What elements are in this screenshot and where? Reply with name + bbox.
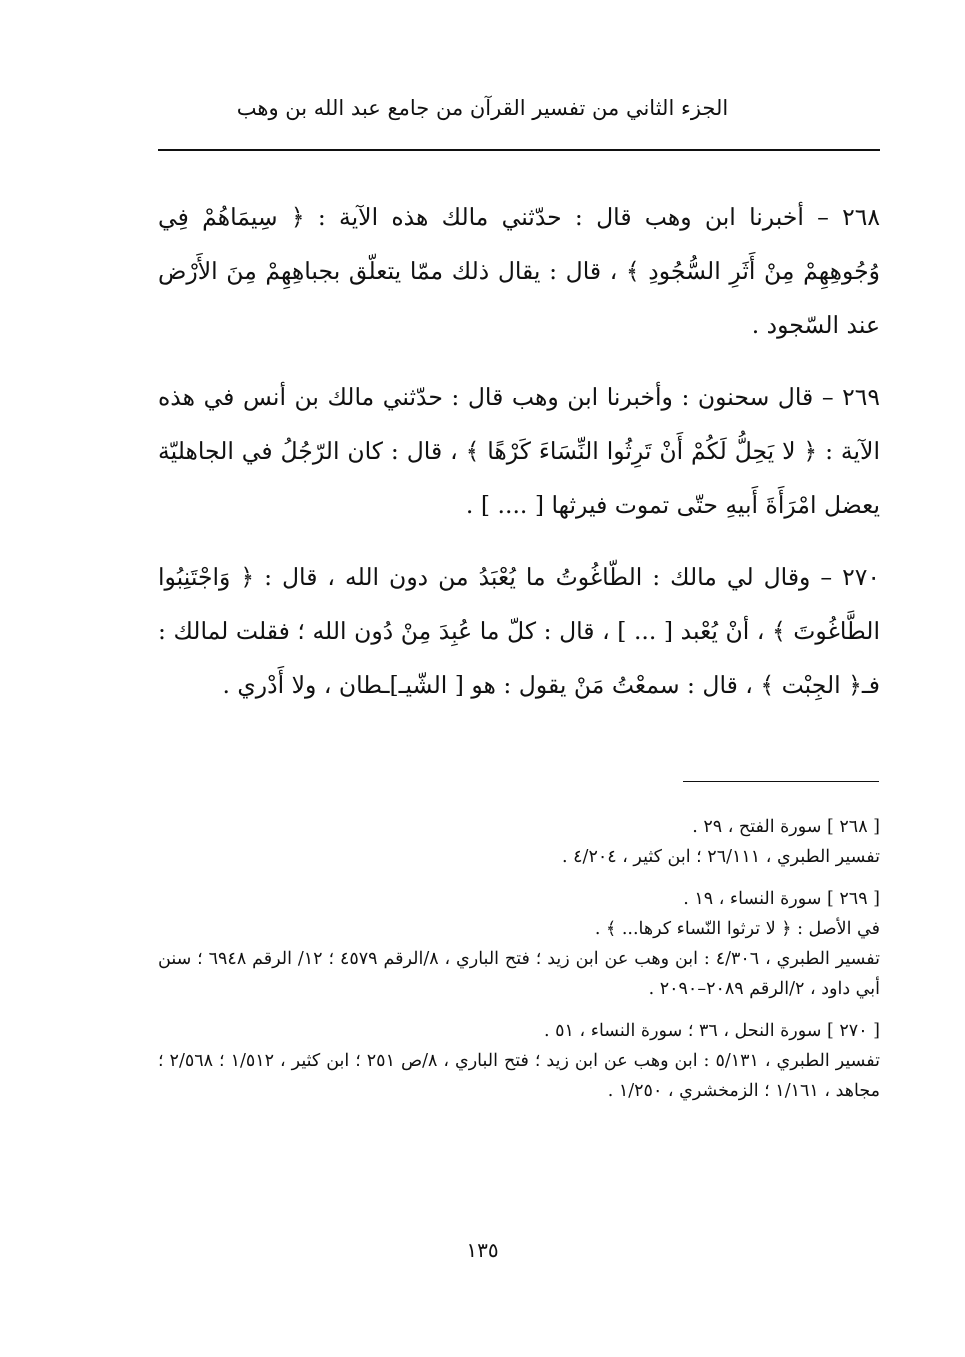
footnote-line: تفسير الطبري ، ٤/٣٠٦ : ابن وهب عن ابن زيد ؛ فتح الباري ، ٨/الرقم ٤٥٧٩ ؛ ١٢/ الرقم ٦٩٤٨ ؛ سنن أبي داود ، ٢/الرقم ٢٠٨٩–٢٠٩٠ .	[158, 949, 880, 999]
page-number: ١٣٥	[466, 1238, 499, 1262]
footnotes	[158, 812, 880, 1118]
footnote-rule	[683, 781, 879, 782]
paragraph-268: ٢٦٨ – أخبرنا ابن وهب قال : حدّثني مالك هذه الآية : ﴿ سِيمَاهُمْ فِي وُجُوهِهِمْ مِنْ أَثَرِ السُّجُودِ ﴾ ، قال : يقال ذلك ممّا يتعلّق بجباهِهِمْ مِنَ الأَرْض عند السّجود .	[158, 203, 880, 339]
footnote-line: [ ٢٦٩ ] سورة النساء ، ١٩ .	[683, 889, 880, 909]
main-text	[158, 190, 880, 730]
footnote-line: في الأصل : ﴿ لا ترثوا النّساء كرها... ﴾ .	[594, 919, 880, 939]
footnote-line: تفسير الطبري ، ٢٦/١١١ ؛ ابن كثير ، ٤/٢٠٤ .	[562, 847, 880, 867]
footnote-line: تفسير الطبري ، ٥/١٣١ : ابن وهب عن ابن زيد ؛ فتح الباري ، ٨/ص ٢٥١ ؛ ابن كثير ، ١/٥١٢ ؛ ٢/٥٦٨ ؛ مجاهد ، ١/١٦١ ؛ الزمخشري ، ١/٢٥٠ .	[158, 1051, 880, 1101]
header-rule	[158, 149, 880, 151]
footnote-268	[158, 812, 880, 872]
paragraph-270: ٢٧٠ – وقال لي مالك : الطّاغُوتُ ما يُعْبَدُ من دون الله ، قال : ﴿ وَاجْتَنِبُوا الطَّاغُوتَ ﴾ ، أنْ يُعْبد [ ... ] ، قال : كلّ ما عُبِدَ مِنْ دُون الله ؛ فقلت لمالك : فـ﴿ الجِبْت ﴾ ، قال : سمعْتُ مَنْ يقول : هو [ الشّيـ]ـطان ، ولا أَدْري .	[158, 563, 880, 699]
footnote-line: [ ٢٧٠ ] سورة النحل ، ٣٦ ؛ سورة النساء ، ٥١ .	[544, 1021, 880, 1041]
footnote-line: [ ٢٦٨ ] سورة الفتح ، ٢٩ .	[692, 817, 880, 837]
running-head: الجزء الثاني من تفسير القرآن من جامع عبد الله بن وهب	[236, 96, 729, 120]
paragraph-269: ٢٦٩ – قال سحنون : وأخبرنا ابن وهب قال : حدّثني مالك بن أنس في هذه الآية : ﴿ لا يَحِلُّ لَكُمْ أَنْ تَرِثُوا النِّسَاءَ كَرْهًا ﴾ ، قال : كان الرّجُلُ في الجاهليّة يعضل امْرَأَةَ أَبيهِ حتّى تموت فيرثها [ .... ] .	[158, 383, 880, 519]
footnote-270	[158, 1016, 880, 1106]
footnote-269	[158, 884, 880, 1004]
